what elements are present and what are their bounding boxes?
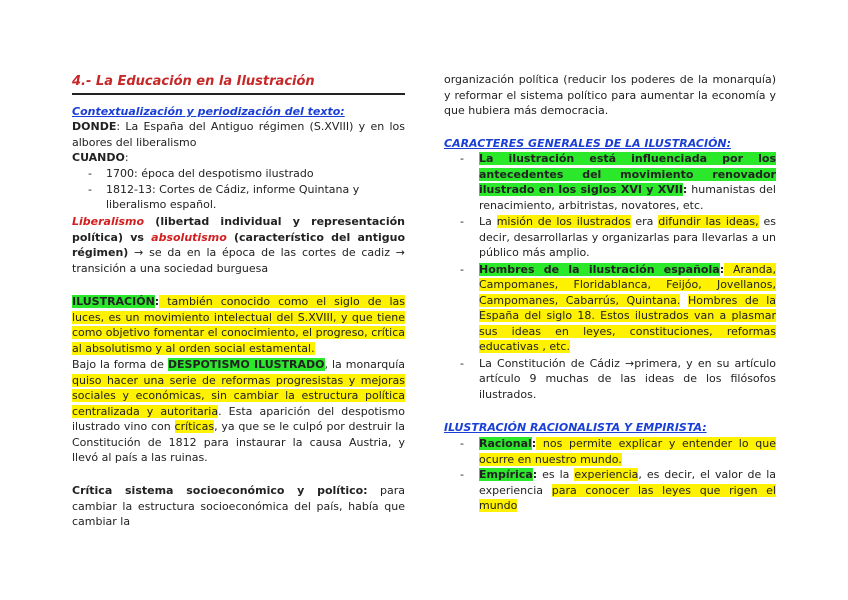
list-item: - La Constitución de Cádiz →primera, y en su artículo artículo 9 muchas de las ideas de los filósofos ilustrados. bbox=[444, 356, 776, 403]
b2-rest: es decir, desarrollarlas y organizarlas para llevarlas a un público más amplio. bbox=[479, 215, 776, 259]
page-title: 4.- La Educación en la Ilustración bbox=[72, 74, 405, 95]
despotismo-label: DESPOTISMO ILUSTRADO bbox=[167, 358, 325, 371]
list-item bbox=[444, 262, 776, 355]
list-item bbox=[444, 214, 776, 261]
b2-mid: era bbox=[630, 215, 659, 228]
cuando-colon: : bbox=[124, 151, 129, 164]
continuation-paragraph: organización política (reducir los poderes de la monarquía) y reformar el sistema político para aumentar la economía y que hubiera más democracia. bbox=[444, 73, 776, 117]
cuando-list bbox=[72, 166, 405, 213]
racional-label: Racional bbox=[479, 437, 532, 450]
empirica-highlight-1: experiencia bbox=[574, 468, 639, 481]
liberalismo-desc: (libertad individual y representación política) vs bbox=[72, 215, 405, 244]
b3-green: Hombres de la ilustración española bbox=[479, 262, 720, 276]
absolutismo-term: absolutismo bbox=[151, 230, 227, 244]
donde-text: : La España del Antiguo régimen (S.XVIII) y en los albores del liberalismo bbox=[72, 120, 405, 149]
cuando-label: CUANDO bbox=[72, 151, 125, 164]
critica-label: Crítica sistema socioeconómico y político: bbox=[72, 484, 368, 497]
racional-text: nos permite explicar y entender lo que ocurre en nuestro mundo. bbox=[479, 437, 776, 466]
empirica-highlight-2: para conocer las leyes que rigen el mundo bbox=[479, 483, 776, 512]
racional-colon: : bbox=[531, 437, 537, 450]
racional-list bbox=[444, 436, 776, 514]
b3-yellow-2: Hombres de la España del siglo 18. Estos ilustrados van a plasmar sus ideas en leyes, constituciones, reformas educativas , etc. bbox=[479, 293, 776, 353]
b1-rest: humanistas del renacimiento, arbitristas, novatores, etc. bbox=[479, 183, 776, 212]
b3-colon: : bbox=[719, 262, 725, 276]
despotismo-paragraph bbox=[72, 357, 405, 466]
donde-label: DONDE bbox=[72, 120, 117, 133]
b3-space bbox=[680, 294, 688, 307]
caracteres-heading: CARACTERES GENERALES DE LA ILUSTRACIÓN: bbox=[444, 137, 732, 150]
liberalismo-rest: → se da en la época de las cortes de cadiz → transición a una sociedad burguesa bbox=[72, 246, 405, 275]
caracteres-list bbox=[444, 151, 776, 402]
b2-highlight-2: difundir las ideas, bbox=[658, 215, 759, 228]
b2-highlight-1: misión de los ilustrados bbox=[496, 215, 631, 228]
list-item: - 1812-13: Cortes de Cádiz, informe Quintana y liberalismo español. bbox=[72, 182, 405, 213]
critica-text: para cambiar la estructura socioeconómica del país, había que cambiar la bbox=[72, 484, 405, 528]
context-heading: Contextualización y periodización del texto: bbox=[72, 105, 345, 118]
despotismo-pre: Bajo la forma de bbox=[72, 358, 168, 371]
despotismo-highlight: quiso hacer una serie de reformas progresistas y mejoras sociales y económicas, sin cambiar la estructura política centralizada y autoritaria bbox=[72, 373, 405, 418]
b1-colon: : bbox=[682, 183, 688, 196]
donde-paragraph bbox=[72, 119, 405, 150]
ilustracion-colon: : bbox=[154, 295, 160, 308]
despotismo-post: . Esta aparición del despotismo ilustrado vino con bbox=[72, 404, 405, 433]
liberalismo-term: Liberalismo bbox=[72, 215, 145, 228]
list-item bbox=[444, 436, 776, 467]
list-item bbox=[444, 467, 776, 514]
empirica-mid: , es decir, el valor de la experiencia bbox=[479, 468, 776, 497]
absolutismo-desc: (característico del antiguo régimen) bbox=[72, 230, 406, 259]
ilustracion-text: también conocido como el siglo de las luces, es un movimiento intelectual del S.XVIII, y que tiene como objetivo fomentar el conocimiento, el progreso, crítica al absolutismo y al orden social estamental. bbox=[72, 295, 405, 355]
b3-yellow-1: Aranda, Campomanes, Floridablanca, Feijóo, Jovellanos, Campomanes, Cabarrús, Quintana. bbox=[479, 262, 776, 307]
racional-heading: ILUSTRACIÓN RACIONALISTA Y EMPIRISTA: bbox=[444, 421, 707, 434]
b2-pre: La bbox=[479, 215, 497, 228]
list-item: - 1700: época del despotismo ilustrado bbox=[72, 166, 405, 182]
despotismo-end: , ya que se le culpó por destruir la Constitución de 1812 para instaurar la causa Austria, y llevó al país a las ruinas. bbox=[72, 420, 405, 464]
empirica-label: Empírica bbox=[479, 468, 533, 481]
ilustracion-paragraph bbox=[72, 294, 405, 356]
ilustracion-label: ILUSTRACIÓN bbox=[72, 295, 155, 308]
empirica-pre: es la bbox=[537, 468, 575, 481]
liberalismo-paragraph bbox=[72, 214, 405, 276]
cuando-paragraph bbox=[72, 150, 129, 166]
empirica-colon: : bbox=[532, 468, 538, 481]
despotismo-mid: , la monarquía bbox=[324, 358, 405, 371]
list-item bbox=[444, 151, 776, 213]
critica-paragraph bbox=[72, 483, 405, 530]
criticas-highlight: críticas bbox=[174, 420, 215, 433]
b1-green: La ilustración está influenciada por los antecedentes del movimiento renovador ilustrado en los siglos XVI y XVII bbox=[479, 152, 776, 196]
